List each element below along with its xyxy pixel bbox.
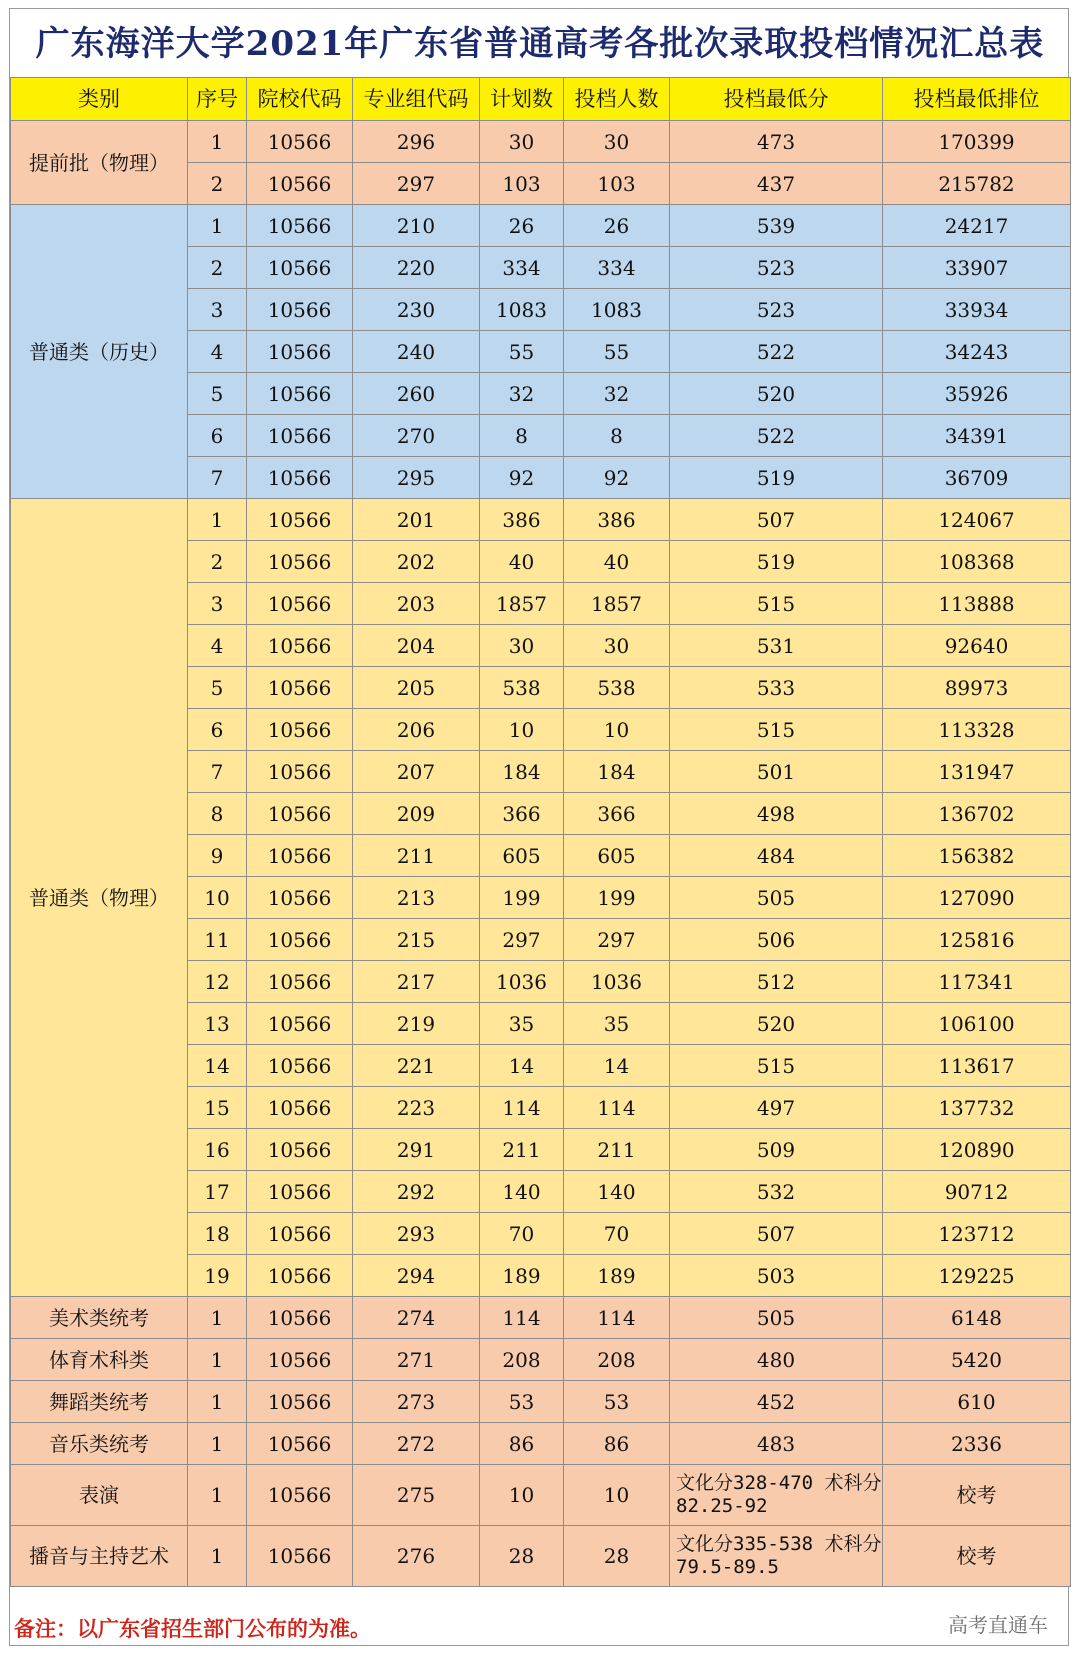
- min-score-cell: 497: [670, 1087, 883, 1129]
- group-code-cell: 296: [353, 121, 480, 163]
- group-code-cell: 215: [353, 919, 480, 961]
- plan-count-cell: 40: [480, 541, 564, 583]
- category-cell: 美术类统考: [11, 1297, 188, 1339]
- header-seq: 序号: [188, 78, 247, 121]
- school-code-cell: 10566: [247, 1129, 353, 1171]
- plan-count-cell: 53: [480, 1381, 564, 1423]
- min-rank-cell: 校考: [883, 1465, 1071, 1526]
- min-rank-cell: 137732: [883, 1087, 1071, 1129]
- school-code-cell: 10566: [247, 247, 353, 289]
- min-rank-cell: 131947: [883, 751, 1071, 793]
- seq-cell: 1: [188, 1465, 247, 1526]
- school-code-cell: 10566: [247, 1213, 353, 1255]
- min-rank-cell: 113888: [883, 583, 1071, 625]
- plan-count-cell: 140: [480, 1171, 564, 1213]
- watermark-text: 高考直通车: [948, 1613, 1048, 1637]
- min-score-cell: 523: [670, 289, 883, 331]
- plan-count-cell: 1083: [480, 289, 564, 331]
- min-rank-cell: 156382: [883, 835, 1071, 877]
- table-row: [11, 499, 1071, 541]
- min-rank-cell: 6148: [883, 1297, 1071, 1339]
- seq-cell: 13: [188, 1003, 247, 1045]
- admitted-count-cell: 1036: [564, 961, 670, 1003]
- school-code-cell: 10566: [247, 1381, 353, 1423]
- plan-count-cell: 1036: [480, 961, 564, 1003]
- plan-count-cell: 28: [480, 1526, 564, 1587]
- min-rank-cell: 2336: [883, 1423, 1071, 1465]
- group-code-cell: 204: [353, 625, 480, 667]
- min-rank-cell: 123712: [883, 1213, 1071, 1255]
- plan-count-cell: 114: [480, 1087, 564, 1129]
- min-rank-cell: 36709: [883, 457, 1071, 499]
- school-code-cell: 10566: [247, 625, 353, 667]
- group-code-cell: 273: [353, 1381, 480, 1423]
- group-code-cell: 209: [353, 793, 480, 835]
- plan-count-cell: 208: [480, 1339, 564, 1381]
- plan-count-cell: 8: [480, 415, 564, 457]
- min-score-cell: 文化分328-470 术科分82.25-92: [670, 1465, 883, 1526]
- plan-count-cell: 32: [480, 373, 564, 415]
- group-code-cell: 293: [353, 1213, 480, 1255]
- plan-count-cell: 10: [480, 709, 564, 751]
- admitted-count-cell: 334: [564, 247, 670, 289]
- min-rank-cell: 124067: [883, 499, 1071, 541]
- plan-count-cell: 10: [480, 1465, 564, 1526]
- table-row: [11, 1297, 1071, 1339]
- plan-count-cell: 366: [480, 793, 564, 835]
- seq-cell: 12: [188, 961, 247, 1003]
- plan-count-cell: 70: [480, 1213, 564, 1255]
- seq-cell: 9: [188, 835, 247, 877]
- admitted-count-cell: 140: [564, 1171, 670, 1213]
- seq-cell: 19: [188, 1255, 247, 1297]
- document-frame: [9, 8, 1069, 1646]
- seq-cell: 1: [188, 1423, 247, 1465]
- school-code-cell: 10566: [247, 793, 353, 835]
- school-code-cell: 10566: [247, 1087, 353, 1129]
- min-score-cell: 523: [670, 247, 883, 289]
- seq-cell: 1: [188, 1339, 247, 1381]
- min-score-cell: 452: [670, 1381, 883, 1423]
- min-rank-cell: 90712: [883, 1171, 1071, 1213]
- seq-cell: 6: [188, 415, 247, 457]
- plan-count-cell: 14: [480, 1045, 564, 1087]
- min-score-cell: 505: [670, 1297, 883, 1339]
- seq-cell: 2: [188, 541, 247, 583]
- min-rank-cell: 136702: [883, 793, 1071, 835]
- school-code-cell: 10566: [247, 1465, 353, 1526]
- school-code-cell: 10566: [247, 1255, 353, 1297]
- min-rank-cell: 117341: [883, 961, 1071, 1003]
- group-code-cell: 206: [353, 709, 480, 751]
- min-score-cell: 522: [670, 331, 883, 373]
- admitted-count-cell: 1857: [564, 583, 670, 625]
- group-code-cell: 276: [353, 1526, 480, 1587]
- seq-cell: 8: [188, 793, 247, 835]
- admitted-count-cell: 70: [564, 1213, 670, 1255]
- seq-cell: 1: [188, 121, 247, 163]
- school-code-cell: 10566: [247, 1003, 353, 1045]
- school-code-cell: 10566: [247, 373, 353, 415]
- min-score-cell: 533: [670, 667, 883, 709]
- school-code-cell: 10566: [247, 835, 353, 877]
- category-cell: 普通类（物理）: [11, 499, 188, 1297]
- group-code-cell: 219: [353, 1003, 480, 1045]
- min-score-cell: 539: [670, 205, 883, 247]
- seq-cell: 18: [188, 1213, 247, 1255]
- group-code-cell: 271: [353, 1339, 480, 1381]
- header-min-rank: 投档最低排位: [883, 78, 1071, 121]
- admitted-count-cell: 386: [564, 499, 670, 541]
- header-min-score: 投档最低分: [670, 78, 883, 121]
- min-score-cell: 480: [670, 1339, 883, 1381]
- admitted-count-cell: 199: [564, 877, 670, 919]
- seq-cell: 6: [188, 709, 247, 751]
- plan-count-cell: 30: [480, 625, 564, 667]
- school-code-cell: 10566: [247, 541, 353, 583]
- min-rank-cell: 34391: [883, 415, 1071, 457]
- min-score-cell: 532: [670, 1171, 883, 1213]
- min-rank-cell: 125816: [883, 919, 1071, 961]
- min-score-cell: 文化分335-538 术科分79.5-89.5: [670, 1526, 883, 1587]
- admitted-count-cell: 92: [564, 457, 670, 499]
- group-code-cell: 213: [353, 877, 480, 919]
- table-body: [11, 121, 1071, 1587]
- plan-count-cell: 605: [480, 835, 564, 877]
- min-score-cell: 503: [670, 1255, 883, 1297]
- page-title: 广东海洋大学2021年广东省普通高考各批次录取投档情况汇总表: [35, 24, 1045, 64]
- group-code-cell: 260: [353, 373, 480, 415]
- min-rank-cell: 校考: [883, 1526, 1071, 1587]
- group-code-cell: 203: [353, 583, 480, 625]
- seq-cell: 7: [188, 751, 247, 793]
- school-code-cell: 10566: [247, 499, 353, 541]
- category-cell: 体育术科类: [11, 1339, 188, 1381]
- group-code-cell: 207: [353, 751, 480, 793]
- group-code-cell: 291: [353, 1129, 480, 1171]
- seq-cell: 16: [188, 1129, 247, 1171]
- group-code-cell: 210: [353, 205, 480, 247]
- min-score-cell: 515: [670, 1045, 883, 1087]
- school-code-cell: 10566: [247, 415, 353, 457]
- table-row: [11, 1381, 1071, 1423]
- min-score-cell: 437: [670, 163, 883, 205]
- school-code-cell: 10566: [247, 751, 353, 793]
- admitted-count-cell: 184: [564, 751, 670, 793]
- group-code-cell: 201: [353, 499, 480, 541]
- admitted-count-cell: 30: [564, 121, 670, 163]
- plan-count-cell: 334: [480, 247, 564, 289]
- school-code-cell: 10566: [247, 1297, 353, 1339]
- min-score-cell: 515: [670, 709, 883, 751]
- admitted-count-cell: 103: [564, 163, 670, 205]
- admission-table: [10, 77, 1071, 1587]
- min-score-cell: 506: [670, 919, 883, 961]
- seq-cell: 11: [188, 919, 247, 961]
- min-score-cell: 520: [670, 1003, 883, 1045]
- table-row: [11, 205, 1071, 247]
- school-code-cell: 10566: [247, 1423, 353, 1465]
- seq-cell: 5: [188, 373, 247, 415]
- school-code-cell: 10566: [247, 1526, 353, 1587]
- admitted-count-cell: 8: [564, 415, 670, 457]
- school-code-cell: 10566: [247, 331, 353, 373]
- category-cell: 音乐类统考: [11, 1423, 188, 1465]
- plan-count-cell: 30: [480, 121, 564, 163]
- min-score-cell: 507: [670, 499, 883, 541]
- header-school-code: 院校代码: [247, 78, 353, 121]
- min-score-cell: 512: [670, 961, 883, 1003]
- seq-cell: 3: [188, 583, 247, 625]
- min-rank-cell: 5420: [883, 1339, 1071, 1381]
- group-code-cell: 270: [353, 415, 480, 457]
- plan-count-cell: 297: [480, 919, 564, 961]
- admitted-count-cell: 208: [564, 1339, 670, 1381]
- group-code-cell: 275: [353, 1465, 480, 1526]
- min-rank-cell: 33934: [883, 289, 1071, 331]
- plan-count-cell: 35: [480, 1003, 564, 1045]
- school-code-cell: 10566: [247, 1171, 353, 1213]
- admitted-count-cell: 10: [564, 1465, 670, 1526]
- group-code-cell: 240: [353, 331, 480, 373]
- seq-cell: 2: [188, 247, 247, 289]
- plan-count-cell: 26: [480, 205, 564, 247]
- min-rank-cell: 127090: [883, 877, 1071, 919]
- category-cell: 提前批（物理）: [11, 121, 188, 205]
- plan-count-cell: 538: [480, 667, 564, 709]
- school-code-cell: 10566: [247, 709, 353, 751]
- group-code-cell: 221: [353, 1045, 480, 1087]
- school-code-cell: 10566: [247, 457, 353, 499]
- group-code-cell: 274: [353, 1297, 480, 1339]
- min-rank-cell: 33907: [883, 247, 1071, 289]
- plan-count-cell: 184: [480, 751, 564, 793]
- plan-count-cell: 199: [480, 877, 564, 919]
- plan-count-cell: 86: [480, 1423, 564, 1465]
- min-rank-cell: 113328: [883, 709, 1071, 751]
- school-code-cell: 10566: [247, 121, 353, 163]
- min-score-cell: 531: [670, 625, 883, 667]
- admitted-count-cell: 55: [564, 331, 670, 373]
- admitted-count-cell: 189: [564, 1255, 670, 1297]
- table-row: [11, 1339, 1071, 1381]
- min-score-cell: 519: [670, 541, 883, 583]
- min-score-cell: 522: [670, 415, 883, 457]
- plan-count-cell: 55: [480, 331, 564, 373]
- admitted-count-cell: 366: [564, 793, 670, 835]
- admitted-count-cell: 14: [564, 1045, 670, 1087]
- category-cell: 表演: [11, 1465, 188, 1526]
- category-cell: 播音与主持艺术: [11, 1526, 188, 1587]
- header-category: 类别: [11, 78, 188, 121]
- school-code-cell: 10566: [247, 583, 353, 625]
- school-code-cell: 10566: [247, 1339, 353, 1381]
- min-score-cell: 501: [670, 751, 883, 793]
- admitted-count-cell: 53: [564, 1381, 670, 1423]
- category-cell: 舞蹈类统考: [11, 1381, 188, 1423]
- school-code-cell: 10566: [247, 667, 353, 709]
- admitted-count-cell: 32: [564, 373, 670, 415]
- admitted-count-cell: 538: [564, 667, 670, 709]
- group-code-cell: 294: [353, 1255, 480, 1297]
- min-rank-cell: 92640: [883, 625, 1071, 667]
- admitted-count-cell: 26: [564, 205, 670, 247]
- plan-count-cell: 211: [480, 1129, 564, 1171]
- admitted-count-cell: 40: [564, 541, 670, 583]
- group-code-cell: 295: [353, 457, 480, 499]
- table-header-row: [11, 78, 1071, 121]
- group-code-cell: 220: [353, 247, 480, 289]
- admitted-count-cell: 211: [564, 1129, 670, 1171]
- plan-count-cell: 1857: [480, 583, 564, 625]
- plan-count-cell: 92: [480, 457, 564, 499]
- admitted-count-cell: 86: [564, 1423, 670, 1465]
- min-score-cell: 519: [670, 457, 883, 499]
- min-score-cell: 505: [670, 877, 883, 919]
- school-code-cell: 10566: [247, 1045, 353, 1087]
- table-row: [11, 1465, 1071, 1526]
- seq-cell: 4: [188, 625, 247, 667]
- seq-cell: 7: [188, 457, 247, 499]
- plan-count-cell: 114: [480, 1297, 564, 1339]
- seq-cell: 1: [188, 1526, 247, 1587]
- seq-cell: 1: [188, 205, 247, 247]
- min-rank-cell: 35926: [883, 373, 1071, 415]
- min-score-cell: 507: [670, 1213, 883, 1255]
- seq-cell: 14: [188, 1045, 247, 1087]
- min-score-cell: 509: [670, 1129, 883, 1171]
- seq-cell: 2: [188, 163, 247, 205]
- min-rank-cell: 610: [883, 1381, 1071, 1423]
- group-code-cell: 292: [353, 1171, 480, 1213]
- min-rank-cell: 24217: [883, 205, 1071, 247]
- table-row: [11, 1526, 1071, 1587]
- admitted-count-cell: 35: [564, 1003, 670, 1045]
- seq-cell: 3: [188, 289, 247, 331]
- min-score-cell: 483: [670, 1423, 883, 1465]
- seq-cell: 1: [188, 499, 247, 541]
- plan-count-cell: 386: [480, 499, 564, 541]
- min-rank-cell: 108368: [883, 541, 1071, 583]
- group-code-cell: 272: [353, 1423, 480, 1465]
- seq-cell: 15: [188, 1087, 247, 1129]
- seq-cell: 1: [188, 1297, 247, 1339]
- min-score-cell: 473: [670, 121, 883, 163]
- plan-count-cell: 189: [480, 1255, 564, 1297]
- header-admitted-count: 投档人数: [564, 78, 670, 121]
- school-code-cell: 10566: [247, 205, 353, 247]
- min-rank-cell: 106100: [883, 1003, 1071, 1045]
- header-group-code: 专业组代码: [353, 78, 480, 121]
- school-code-cell: 10566: [247, 961, 353, 1003]
- school-code-cell: 10566: [247, 919, 353, 961]
- admitted-count-cell: 114: [564, 1297, 670, 1339]
- min-rank-cell: 34243: [883, 331, 1071, 373]
- admitted-count-cell: 28: [564, 1526, 670, 1587]
- min-rank-cell: 120890: [883, 1129, 1071, 1171]
- group-code-cell: 205: [353, 667, 480, 709]
- admitted-count-cell: 605: [564, 835, 670, 877]
- seq-cell: 5: [188, 667, 247, 709]
- school-code-cell: 10566: [247, 289, 353, 331]
- min-rank-cell: 113617: [883, 1045, 1071, 1087]
- footnote: 备注：以广东省招生部门公布的为准。: [14, 1616, 371, 1641]
- group-code-cell: 211: [353, 835, 480, 877]
- min-score-cell: 515: [670, 583, 883, 625]
- admitted-count-cell: 297: [564, 919, 670, 961]
- group-code-cell: 230: [353, 289, 480, 331]
- admitted-count-cell: 114: [564, 1087, 670, 1129]
- table-row: [11, 121, 1071, 163]
- min-rank-cell: 170399: [883, 121, 1071, 163]
- table-row: [11, 1423, 1071, 1465]
- seq-cell: 4: [188, 331, 247, 373]
- seq-cell: 1: [188, 1381, 247, 1423]
- admitted-count-cell: 10: [564, 709, 670, 751]
- group-code-cell: 297: [353, 163, 480, 205]
- group-code-cell: 217: [353, 961, 480, 1003]
- min-score-cell: 498: [670, 793, 883, 835]
- category-cell: 普通类（历史）: [11, 205, 188, 499]
- min-rank-cell: 129225: [883, 1255, 1071, 1297]
- min-score-cell: 520: [670, 373, 883, 415]
- min-rank-cell: 215782: [883, 163, 1071, 205]
- group-code-cell: 202: [353, 541, 480, 583]
- header-plan-count: 计划数: [480, 78, 564, 121]
- group-code-cell: 223: [353, 1087, 480, 1129]
- admitted-count-cell: 1083: [564, 289, 670, 331]
- min-rank-cell: 89973: [883, 667, 1071, 709]
- admitted-count-cell: 30: [564, 625, 670, 667]
- school-code-cell: 10566: [247, 163, 353, 205]
- school-code-cell: 10566: [247, 877, 353, 919]
- plan-count-cell: 103: [480, 163, 564, 205]
- seq-cell: 17: [188, 1171, 247, 1213]
- seq-cell: 10: [188, 877, 247, 919]
- min-score-cell: 484: [670, 835, 883, 877]
